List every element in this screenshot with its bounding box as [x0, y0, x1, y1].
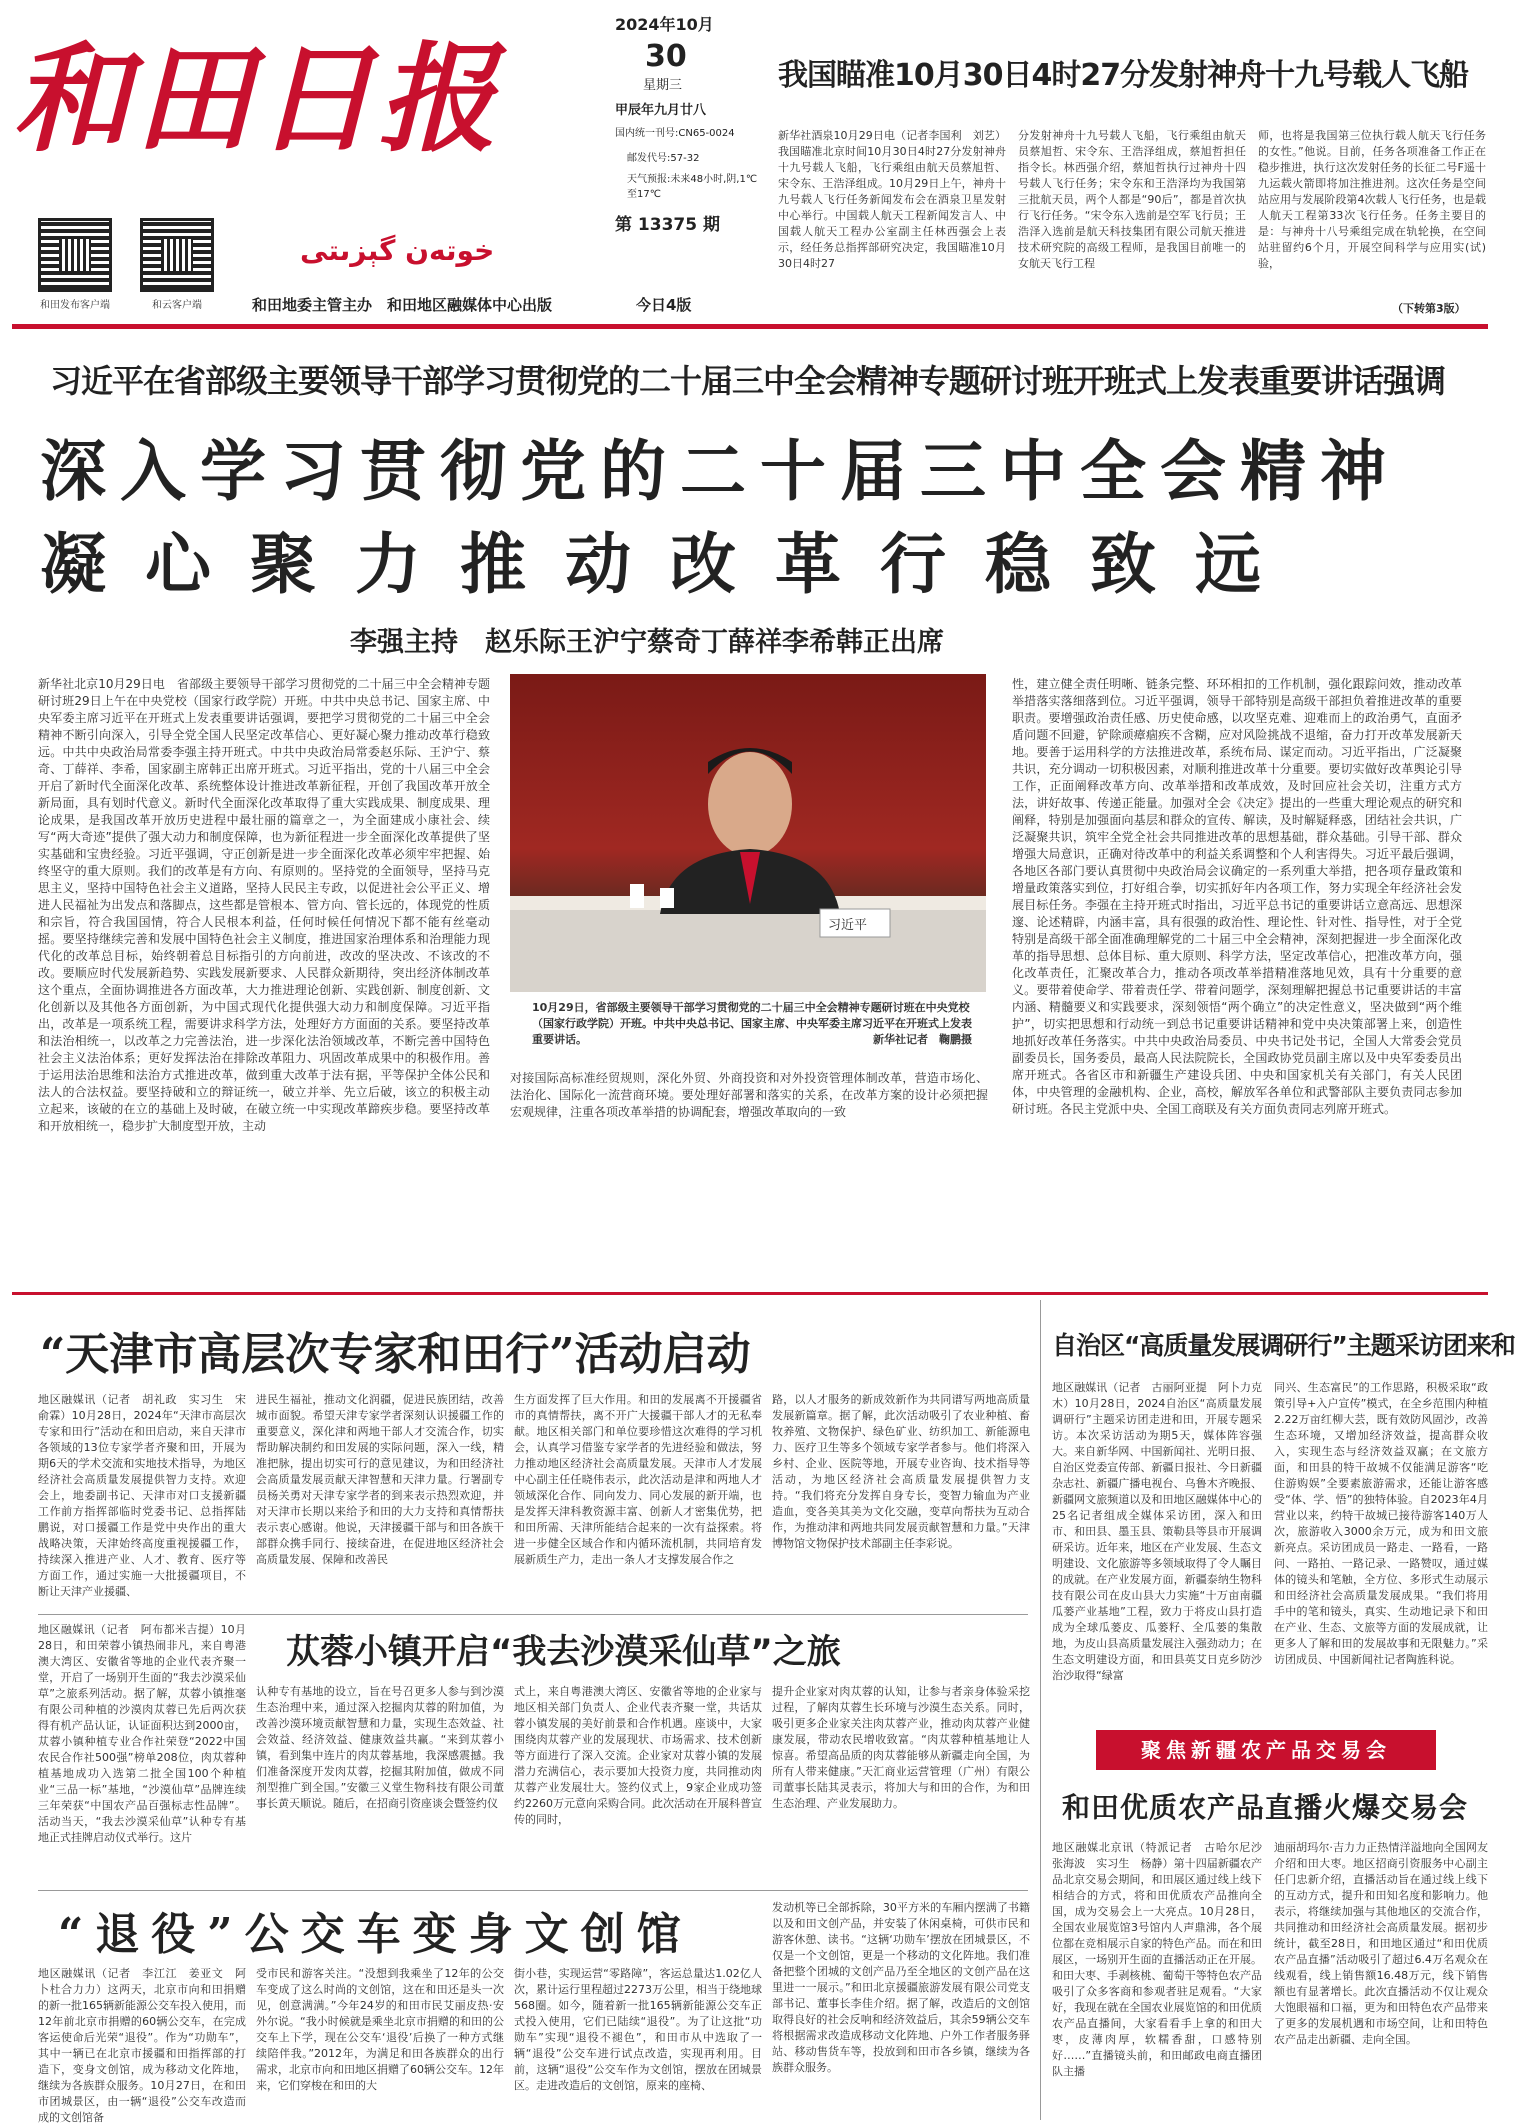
bus-col-4 — [772, 1900, 1030, 2124]
tianjin-col-2 — [256, 1392, 504, 1608]
bus-text-1: 地区融媒讯（记者 李江江 姜亚文 阿卜杜合力力）这两天，北京市向和田捐赠的新一批165辆新能源公交车投入使用，而12年前北京市捐赠的60辆公交车，在完成客运使命后光荣“退役”。作为“功勋车”，其中一辆已在北京市援疆和田指挥部的打造下，变身文创馆，成为移动文化阵地，继续为各族群众服务。10月27日，在和田市团城景区，由一辆“退役”公交车改造而成的文创馆备 — [38, 1967, 246, 2124]
top-story-text-2: 分发射神舟十九号载人飞船，飞行乘组由航天员蔡旭哲、宋令东、王浩泽组成，蔡旭哲担任指令长。林西强介绍，蔡旭哲执行过神舟十四号载人飞行任务；宋令东和王浩泽均为我国第三批航天员，两个人都是“90后”，都是首次执行飞行任务。“宋令东入选前是空军飞行员；王浩泽入选前是航天科技集团有限公司航天推进技术研究院的高级工程师，是我国目前唯一的女航天飞行工程 — [1018, 129, 1246, 270]
agri-col-1 — [1052, 1840, 1273, 2124]
lead-photo-illustration — [510, 674, 986, 992]
top-story-continued: （下转第3版） — [1392, 302, 1466, 315]
masthead-title: 和田日报 — [12, 29, 501, 168]
cistanche-col-2 — [514, 1684, 762, 1884]
autonomous-col-2 — [1274, 1380, 1488, 1716]
tianjin-col-4 — [772, 1392, 1030, 1608]
qr-code-left — [38, 218, 112, 292]
top-story-headline: 我国瞄准10月30日4时27分发射神舟十九号载人飞船 — [778, 58, 1469, 93]
lead-photo-nameplate: 习近平 — [828, 918, 868, 933]
lead-text-mid: 对接国际高标准经贸规则，深化外贸、外商投资和对外投资管理体制改革，营造市场化、法治化、国际化一流营商环境。要处理好部署和落实的关系，在改革方案的设计必须把握宏观规律，注重各项改革举措的协调配套，增强改革取向的一致 — [510, 1071, 988, 1119]
date-weekday: 星期三 — [643, 78, 683, 93]
bus-col-3 — [514, 1966, 762, 2124]
lead-kicker: 习近平在省部级主要领导干部学习贯彻党的二十届三中全会精神专题研讨班开班式上发表重要讲话强调 — [50, 362, 1446, 400]
right-column-divider — [1040, 1300, 1041, 2120]
bus-text-2: 受市民和游客关注。“没想到我乘坐了12年的公交车变成了这么时尚的文创馆，这在和田还是头一次见，创意满满。”今年24岁的和田市民艾丽皮热·安外尔说。“我小时候就是乘坐北京市捐赠的和田的公交车上下学，现在公交车‘退役’后换了一种方式继续陪伴我。”2012年，为满足和田各族群众的出行需求，北京市向和田地区捐赠了60辆公交车。12年来，它们穿梭在和田的大 — [256, 1967, 504, 2092]
lead-col-left — [38, 676, 490, 1288]
agri-col-2 — [1274, 1840, 1488, 2124]
lead-headline-1: 深入学习贯彻党的二十届三中全会精神 — [40, 433, 1400, 510]
qr-label-left: 和田发布客户端 — [40, 300, 110, 311]
date-year-month: 2024年10月 — [615, 15, 714, 34]
pages-count: 今日4版 — [636, 296, 692, 314]
agri-headline: 和田优质农产品直播火爆交易会 — [1062, 1791, 1469, 1824]
tianjin-col-3 — [514, 1392, 762, 1608]
weather-label: 天气预报: — [627, 174, 671, 185]
top-story-text-3: 师，也将是我国第三位执行载人航天飞行任务的女性。”他说。目前，任务各项准备工作正在稳步推进，执行这次发射任务的长征二号F遥十九运载火箭即将加注推进剂。这次任务是空间站应用与发展阶段第4次载人飞行任务，也是载人航天工程第33次飞行任务。任务主要目的是：与神舟十八号乘组完成在轨轮换，在空间站驻留约6个月，开展空间科学与应用实(试)验， — [1258, 129, 1486, 270]
top-story-col-2 — [1018, 128, 1246, 318]
weather-value: 未来48小时,阴,1℃至17℃ — [627, 174, 758, 200]
lead-photo — [510, 674, 986, 992]
cistanche-text-1: 认种专有基地的设立，旨在号召更多人参与到沙漠生态治理中来，通过深入挖掘肉苁蓉的附加值，为改善沙漠环境贡献智慧和力量，实现生态效益、社会效益、经济效益、健康效益共赢。“来到苁蓉小镇，看到集中连片的肉苁蓉基地，我深感震撼。我们准备深度开发肉苁蓉，挖掘其附加值，做成不同剂型推广到全国。”安徽三义堂生物科技有限公司董事长黄天顺说。随后，在招商引资座谈会暨签约仪 — [256, 1685, 504, 1810]
top-story-col-3 — [1258, 128, 1486, 300]
masthead-sponsor: 和田地委主管主办 和田地区融媒体中心出版 — [252, 296, 553, 314]
lead-col-mid — [510, 1070, 988, 1288]
cistanche-col-1 — [256, 1684, 504, 1884]
cistanche-headline: 苁蓉小镇开启“我去沙漠采仙草”之旅 — [286, 1632, 841, 1672]
lead-photo-caption — [532, 1000, 972, 1048]
tianjin-text-4: 路，以人才服务的新成效新作为共同谱写两地高质量发展新篇章。据了解，此次活动吸引了农业种植、畜牧养殖、文物保护、绿色矿业、纺织加工、新能源电力、医疗卫生等多个领域专家学者参与。他们将深入乡村、企业、医院等地，开展专业咨询、技术指导等活动，为地区经济社会高质量发展提供智力支持。“我们将充分发挥自身专长，变智力输血为产业造血，变各美其美为文化交融，变草向帮扶为互动合作，为推动津和两地共同发展贡献智慧和力量。”天津博物馆文物保护技术部副主任李彩说。 — [772, 1393, 1030, 1550]
agri-banner — [1096, 1730, 1436, 1770]
cistanche-col-3 — [772, 1684, 1030, 1884]
issn: 国内统一刊号:CN65-0024 — [615, 128, 735, 139]
bus-text-3: 街小巷，实现运营“零路障”，客运总量达1.02亿人次，累计运行里程超过2273万公里，相当于绕地球568圈。如今，随着新一批165辆新能源公交车正式投入使用，它们已陆续“退役”。为了让这批“功勋车”实现“退役不褪色”，和田市从中选取了一辆“退役”公交车进行试点改造，实现再利用。目前，这辆“退役”公交车作为文创馆，摆放在团城景区。走进改造后的文创馆，原来的座椅、 — [514, 1967, 762, 2092]
bus-col-2 — [256, 1966, 504, 2124]
lead-photo-caption-text: 10月29日，省部级主要领导干部学习贯彻党的二十届三中全会精神专题研讨班在中央党校（国家行政学院）开班。中共中央总书记、国家主席、中央军委主席习近平在开班式上发表重要讲话。 — [532, 1001, 972, 1046]
autonomous-col-1 — [1052, 1380, 1262, 1716]
qr-code-right — [140, 218, 214, 292]
cistanche-text-3: 提升企业家对肉苁蓉的认知，让参与者亲身体验采挖过程，了解肉苁蓉生长环境与沙漠生态关系。同时，吸引更多企业家关注肉苁蓉产业，推动肉苁蓉产业健康发展，带动农民增收致富。“肉苁蓉种植基地让人惊喜。希望高品质的肉苁蓉能够从新疆走向全国，为所有人带来健康。”天汇商业运营管理（广州）有限公司董事长陆其灵表示，将加大与和田的合作，为和田生态治理、产业发展助力。 — [772, 1685, 1030, 1810]
tianjin-text-1: 地区融媒讯（记者 胡礼政 实习生 宋俞霖）10月28日，2024年“天津市高层次专家和田行”活动在和田启动，来自天津市各领域的13位专家学者齐聚和田，开展为期6天的学术交流和实地技术指导，为地区经济社会高质量发展提供智力支持。欢迎会上，地委副书记、天津市对口支援新疆工作前方指挥部临时党委书记、总指挥陆鹏说，对口援疆工作是党中央作出的重大战略决策，天津始终高度重视援疆工作，持续深入推进产业、人才、教育、医疗等方面工作，通过实施一大批援疆项目，不断让天津产业援疆、 — [38, 1393, 246, 1598]
top-story-text-1: 新华社酒泉10月29日电（记者李国利 刘艺）我国瞄准北京时间10月30日4时27分发射神舟十九号载人飞船，飞行乘组由航天员蔡旭哲、宋令东、王浩泽组成。10月29日上午，神舟十九号载人飞行任务新闻发布会在酒泉卫星发射中心举行。中国载人航天工程新闻发言人、中国载人航天工程办公室副主任林西强会上表示，经任务总指挥部研究决定，我国瞄准10月30日4时27 — [778, 129, 1006, 270]
tianjin-divider — [38, 1614, 1028, 1615]
bus-headline: “退役”公交车变身文创馆 — [58, 1909, 693, 1960]
agri-text-1: 地区融媒北京讯（特派记者 古哈尔尼沙 张海波 实习生 杨静）第十四届新疆农产品北京交易会期间，和田展区通过线上线下相结合的方式，将和田优质农产品推向全国，成为交易会上一大亮点。10月28日，全国农业展览馆3号馆内人声鼎沸，各个展位都在竞相展示自家的特色产品。而在和田展区，一场别开生面的直播活动正在开展。和田大枣、手剥核桃、葡萄干等特色农产品吸引了众多客商和参观者驻足观看。“大家好，我现在就在全国农业展览馆的和田优质农产品直播间，大家看看手上拿的和田大枣，皮薄肉厚，软糯香甜，口感特别好……”直播镜头前，和田邮政电商直播团队主播 — [1052, 1841, 1273, 2078]
autonomous-headline: 自治区“高质量发展调研行”主题采访团来和 — [1052, 1331, 1515, 1360]
lead-subhead: 李强主持 赵乐际王沪宁蔡奇丁薛祥李希韩正出席 — [350, 627, 944, 658]
date-day: 30 — [645, 39, 687, 74]
issue-number: 第 13375 期 — [615, 215, 720, 235]
tianjin-text-3: 生方面发挥了巨大作用。和田的发展离不开援疆省市的真情帮扶，离不开广大援疆干部人才的无私奉献。地区相关部门和单位要珍惜这次难得的学习机会，认真学习借鉴专家学者的先进经验和做法，努力推动地区经济社会高质量发展。天津市人才发展中心副主任任晓伟表示，此次活动是津和两地人才领域深化合作、同向发力、同心发展的新开端，也是发挥天津科教资源丰富、创新人才密集优势，把和田所需、天津所能结合起来的一次有益探索。将进一步健全区域合作和内循环流机制，共同培育发展新质生产力，走出一条人才支撑发展合作之 — [514, 1393, 762, 1566]
date-lunar: 甲辰年九月廿八 — [615, 103, 707, 118]
cistanche-byline-col — [38, 1622, 246, 1884]
weather — [627, 170, 765, 200]
tianjin-col-1 — [38, 1392, 246, 1608]
tianjin-headline: “天津市高层次专家和田行”活动启动 — [40, 1329, 751, 1380]
tianjin-text-2: 进民生福祉，推动文化润疆，促进民族团结，改善城市面貌。希望天津专家学者深刻认识援疆工作的重要意义，深化津和两地干部人才交流合作，切实帮助解决制约和田发展的实际问题，深入一线，精准把脉，提出切实可行的意见建议，为和田经济社会高质量发展贡献天津智慧和天津力量。行署副专员杨关勇对天津专家学者的到来表示热烈欢迎，并对天津市长期以来给予和田的大力支持和真情帮扶表示衷心感谢。他说，天津援疆干部与和田各族干部群众携手同行、接续奋进，在促进地区经济社会高质量发展、保障和改善民 — [256, 1393, 504, 1566]
cistanche-text-0: 地区融媒讯（记者 阿布都米吉提）10月28日，和田荣蓉小镇热闹非凡，来自粤港澳大湾区、安徽省等地的企业代表齐聚一堂，开启了一场别开生面的“我去沙漠采仙草”之旅系列活动。据了解，苁蓉小镇推毫有限公司种植的沙漠肉苁蓉已先后两次获得有机产品认证，认证面积达到2000亩，苁蓉小镇种植专业合作社荣登“2022中国农民合作社500强”榜单208位，肉苁蓉种植基地成功入选第二批全国100个种植业“三品一标”基地，“沙漠仙草”品牌连续三年荣获“中国农产品百强标志性品牌”。活动当天，“我去沙漠采仙草”认种专有基地正式挂牌启动仪式举行。这片 — [38, 1623, 246, 1844]
lead-text-left: 新华社北京10月29日电 省部级主要领导干部学习贯彻党的二十届三中全会精神专题研讨班29日上午在中央党校（国家行政学院）开班。中共中央总书记、国家主席、中央军委主席习近平在开班式上发表重要讲话强调，要把学习贯彻党的二十届三中全会精神不断引向深入，引导全党全国人民坚定改革信心、更好凝心聚力推动改革行稳致远。中共中央政治局常委李强主持开班式。中共中央政治局常委赵乐际、王沪宁、蔡奇、丁薛祥、李希，国家副主席韩正出席开班式。习近平指出，党的十八届三中全会开启了新时代全面深化改革、系统整体设计推进改革新征程，开创了我国改革开放全新局面，具有划时代意义。新时代全面深化改革取得了重大实践成果、制度成果、理论成果，是我国改革开放历史进程中最壮丽的篇章之一，为全面建成小康社会、续写“两大奇迹”提供了强大动力和制度保障，也为新征程进一步全面深化改革提供了坚实基础和宝贵经验。习近平强调，守正创新是进一步全面深化改革必须牢牢把握、始终坚守的重大原则。我们的改革是有方向、有原则的。坚持党的全面领导，坚持马克思主义，坚持中国特色社会主义道路，坚持人民民主专政，以促进社会公平正义、增进人民福祉为出发点和落脚点，这些都是管根本、管方向、管长远的，体现党的性质和宗旨，符合我国国情，符合人民根本利益，任何时候任何情况下都不能有丝毫动摇。要坚持继续完善和发展中国特色社会主义制度，推进国家治理体系和治理能力现代化的改革总目标，始终朝着总目标指引的方向前进，改改的坚决改、不该改的不改。要顺应时代发展新趋势、实践发展新要求、人民群众新期待，突出经济体制改革这个重点，全面协调推进各方面改革，大力推进理论创新、实践创新、制度创新、文化创新以及其他各方面创新，为中国式现代化提供强大动力和制度保障。习近平指出，改革是一项系统工程，需要讲求科学方法，处理好方方面面的关系。要坚持改革和法治相统一，以改革之力完善法治，进一步深化法治领域改革，不断完善中国特色社会主义法治体系；更好发挥法治在排除改革阻力、巩固改革成果中的积极作用。善于运用法治思维和法治方式推进改革，做到重大改革于法有据，平等保护全体公民和法人的合法权益。要坚持破和立的辩证统一，破立并举、先立后破，该立的积极主动立起来，该破的在立的基础上及时破，在破立统一中实现改革蹄疾步稳。要坚持改革和开放相统一，稳步扩大制度型开放，主动 — [38, 677, 490, 1133]
date-block — [615, 12, 765, 235]
cistanche-text-2: 式上，来自粤港澳大湾区、安徽省等地的企业家与地区相关部门负责人、企业代表齐聚一堂，共话苁蓉小镇发展的美好前景和合作机遇。座谈中，大家围绕肉苁蓉产业的发展现状、市场需求、技术创新等方面进行了深入交流。企业家对苁蓉小镇的发展潜力充满信心，表示要加大投资力度，共同推动肉苁蓉产业发展壮大。签约仪式上，9家企业成功签约2260万元意向采购合同。此次活动在开展科普宣传的同时， — [514, 1685, 762, 1826]
lead-headline-2: 凝心聚力推动改革行稳致远 — [40, 526, 1300, 603]
postal-code: 邮发代号:57-32 — [627, 153, 700, 164]
autonomous-text-1: 地区融媒讯（记者 古丽阿亚提 阿卜力克木）10月28日，2024自治区“高质量发展调研行”主题采访团走进和田，开展专题采访。本次采访活动为期5天，媒体阵容强大。来自新华网、中国新闻社、光明日报、自治区党委宣传部、新疆日报社、今日新疆杂志社、新疆广播电视台、乌鲁木齐晚报、新疆网文旅频道以及和田地区融媒体中心的25名记者组成全媒体采访团，深入和田市、和田县、墨玉县、策勒县等县市开展调研采访。近年来，地区在产业发展、生态文明建设、文化旅游等多领域取得了令人瞩目的成就。在产业发展方面，新疆泰纳生物科技有限公司在皮山县大力实施“十万亩南疆瓜蒌产业基地”工程，致力于将皮山县打造成为全球瓜蒌皮、瓜蒌籽、全瓜蒌的集散地，为皮山县高质量发展注入强劲动力；在生态文明建设方面，和田县英艾日克乡防沙治沙取得“绿富 — [1052, 1381, 1262, 1682]
top-story-col-1 — [778, 128, 1006, 318]
masthead-rule — [12, 324, 1488, 329]
lead-text-right: 性，建立健全责任明晰、链条完整、环环相扣的工作机制，强化跟踪问效，推动改革举措落实落细落到位。习近平强调，领导干部特别是高级干部担负着推进改革的重要职责。要增强政治责任感、历史使命感，以攻坚克难、迎难而上的政治勇气，直面矛盾问题不回避，铲除顽瘴痼疾不含糊，应对风险挑战不退缩，奋力打开改革发展新天地。要善于运用科学的方法推进改革，系统布局、谋定而动。习近平指出，广泛凝聚共识，充分调动一切积极因素，对顺利推进改革十分重要。要切实做好改革舆论引导工作，正面阐释改革方向、改革举措和改革成效，及时回应社会关切，注重方式方法，讲好故事、传递正能量。加强对全会《决定》提出的一些重大理论观点的研究和阐释，特别是加强面向基层和群众的宣传、解读，及时解疑释惑，团结社会共识，广泛凝聚共识，筑牢全党全社会共同推进改革的思想基础，群众基础。引导干部、群众增强大局意识，正确对待改革中的利益关系调整和个人利害得失。习近平最后强调，各地区各部门要认真贯彻中央政治局会议确定的一系列重大举措，把各项存量政策和增量政策落实到位，打好组合拳，切实抓好年内各项工作，努力实现全年经济社会发展目标任务。李强在主持开班式时指出，习近平总书记的重要讲话立意高远、思想深邃、论述精辟，内涵丰富，具有很强的政治性、理论性、针对性、指导性，对于全党特别是高级干部全面准确理解党的二十届三中全会精神，深刻把握进一步全面深化改革的指导思想、总体目标、重大原则、科学方法，坚定改革信心，把准改革方向，强化改革责任，汇聚改革合力，推动各项改革举措精准落地见效，具有十分重要的意义。要带着使命学、带着责任学、带着问题学，深刻理解把握总书记重要讲话的丰富内涵、精髓要义和实践要求，深刻领悟“两个确立”的决定性意义，坚决做到“两个维护”，切实把思想和行动统一到总书记重要讲话精神和党中央决策部署上来，创造性地抓好改革任务落实。中共中央政治局委员、中央书记处书记，全国人大常委会党员副委员长，国务委员，最高人民法院院长，全国政协党员副主席以及中央军委委员出席开班式。各省区市和新疆生产建设兵团、中央和国家机关有关部门，有关人民团体，中央管理的金融机构、企业，高校，解放军各单位和武警部队主要负责同志参加研讨班。各民主党派中央、全国工商联及有关方面负责同志列席开班式。 — [1012, 677, 1462, 1116]
lead-photo-credit: 新华社记者 鞠鹏摄 — [873, 1033, 972, 1046]
lead-bottom-rule — [12, 1292, 1488, 1295]
cistanche-divider — [38, 1890, 1028, 1891]
autonomous-text-2: 同兴、生态富民”的工作思路，积极采取“政策引导+入户宣传”模式，在全乡范围内种植2.22万亩红柳大芸，既有效防风固沙，改善生态环境，又增加经济效益，提高群众收入，实现生态与经济效益双赢；在文旅方面，和田县的特干故城不仅能满足游客“吃住游购娱”全要素旅游需求，还能让游客感受“体、学、悟”的独特体验。自2023年4月营业以来，约特干故城已接待游客140万人次，旅游收入3000余万元，成为和田文旅新亮点。采访团成员一路走、一路看，一路问、一路拍、一路记录、一路赞叹，通过媒体的镜头和笔触，全方位、多形式生动展示和田经济社会高质量发展成果。“我们将用手中的笔和镜头，真实、生动地记录下和田在产业、生态、文旅等方面的发展成就，让更多人了解和田的发展故事和无限魅力。”采访团成员、中国新闻社记者陶旌科说。 — [1274, 1381, 1488, 1666]
agri-text-2: 迪丽胡玛尔·吉力力正热情洋溢地向全国网友介绍和田大枣。地区招商引资服务中心副主任门忠新介绍，直播活动旨在通过线上线下的互动方式，提升和田知名度和影响力。他表示，将继续加强与其他地区的交流合作，共同推动和田经济社会高质量发展。据初步统计，截至28日，和田地区通过“和田优质农产品直播”活动吸引了超过6.4万名观众在线观看，线上销售额16.48万元，线下销售额也有显著增长。此次直播活动不仅让观众大饱眼福和口福，更为和田特色农产品带来了更多的发展机遇和市场空间，让和田特色农产品走出新疆、走向全国。 — [1274, 1841, 1488, 2046]
bus-col-1 — [38, 1966, 246, 2124]
agri-banner-text: 聚焦新疆农产品交易会 — [1141, 1738, 1391, 1762]
masthead-uyghur-title: خوتەن گېزىتى — [300, 234, 495, 267]
lead-col-right — [1012, 676, 1462, 1288]
bus-text-4: 发动机等已全部拆除，30平方米的车厢内摆满了书籍以及和田文创产品，并安装了休闲桌椅，可供市民和游客休憩、读书。“这辆‘功勋车’摆放在团城景区，不仅是一个文创馆，更是一个移动的文化阵地。我们准备把整个团城的文创产品乃至全地区的文创产品在这里进一一展示。”和田北京援疆旅游发展有限公司党支部书记、董事长李佳介绍。据了解，改造后的文创馆取得良好的社会反响和经济效益后，其余59辆公交车将根据需求改造成移动文化阵地、户外工作者服务驿站、移动售货车等，投放到和田市各乡镇，继续为各族群众服务。 — [772, 1901, 1030, 2074]
qr-label-right: 和云客户端 — [152, 300, 202, 311]
